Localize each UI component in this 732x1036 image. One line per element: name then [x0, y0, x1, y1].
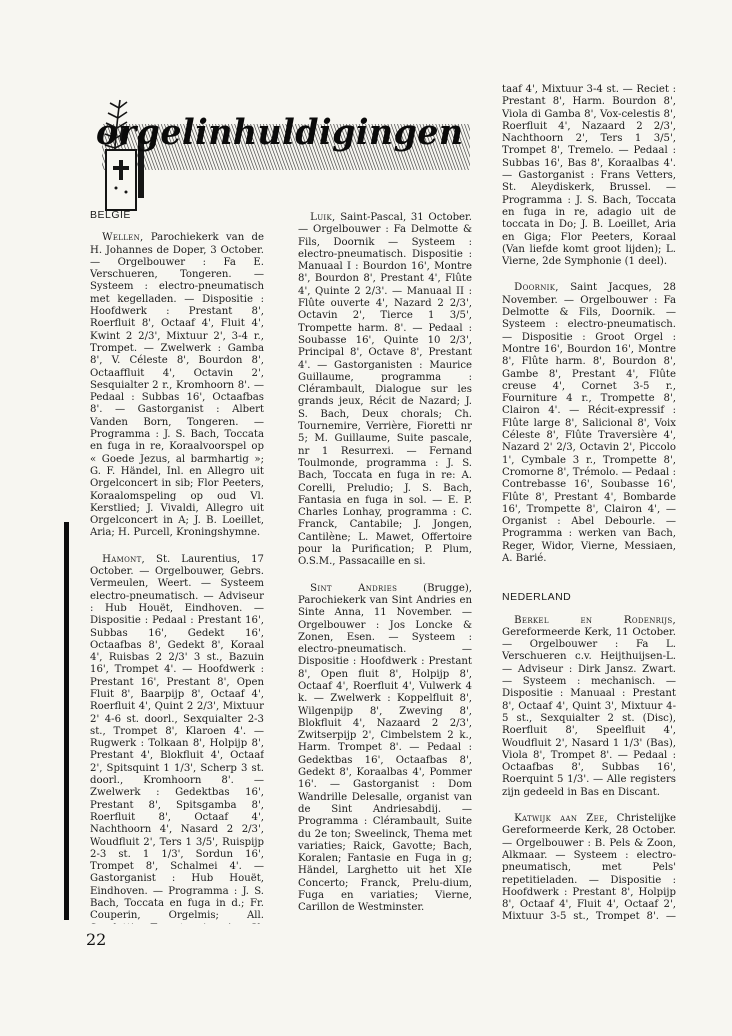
- article-wellen: [90, 232, 264, 539]
- margin-bar: [64, 522, 69, 920]
- page-number: 22: [86, 930, 107, 949]
- article-text: Saint Jacques, 28 November. — Orgelbouwer : Fa Delmotte & Fils, Doornik. — Systeem : electro-pneumatisch. — Dispositie : Groot Orgel : Montre 16', Bourdon 16', Montre 8', Flûte harm. 8', Bourdon 8', Gambe 8', Prestant 4', Flûte creuse 4', Cornet 3-5 r., Fourniture 4 r., Trompette 8', Clairon 4'. — Récit-expressif : Flûte large 8', Salicional 8', Voix Céleste 8', Flûte Traversière 4', Nazard 2' 2/3, Octavin 2', Piccolo 1', Cymbale 3 r., Trompette 8', Cromorne 8', Trémolo. — Pedaal : Contrebasse 16', Soubasse 16', Flûte 8', Prestant 4', Bombarde 16', Trompette 8', Clairon 4', — Organist : Abel Debourle. — Programma : werken van Bach, Reger, Widor, Vierne, Messiaen, A. Barié.: [502, 282, 676, 564]
- article-text: Christelijke Gereformeerde Kerk, 28 October. — Orgelbouwer : B. Pels & Zoon, Alkmaar. — Systeem : electro-pneumatisch, met Pels' repetitieladen. — Dispositie : Hoofdwerk : Prestant 8', Holpijp 8', Octaaf 4', Fluit 4', Octaaf 2', Mixtuur 3-5 st., Trompet 8'. —: [502, 813, 676, 923]
- article-katwijk: [502, 813, 676, 924]
- article-luik: [298, 212, 472, 569]
- article-meerhout-continued: taaf 4', Mixtuur 3-4 st. — Reciet : Prestant 8', Harm. Bourdon 8', Viola di Gamba 8', Vox-celestis 8', Roerfluit 4', Nazaard 2 2/3', Nachthoorn 2', Ters 1 3/5', Trompet 8', Tremelo. — Pedaal : Subbas 16', Bas 8', Koraalbas 4'. — Gastorganist : Frans Vetters, St. Aleydiskerk, Brussel. — Programma : J. S. Bach, Toccata en fuga in re, adagio uit de toccata in Do; J. B. Loeillet, Aria en Giga; Flor Peeters, Koraal (Van liefde komt groot lijden); L. Vierne, 2de Symphonie (1 deel).: [502, 84, 676, 268]
- section-heading-nederland: NEDERLAND: [502, 591, 572, 604]
- article-doornik: [502, 282, 676, 565]
- place-name: Berkel en Rodenrijs,: [514, 614, 676, 626]
- place-name: Doornik,: [514, 282, 559, 294]
- column-3: [502, 84, 676, 924]
- article-text: (Brugge), Parochiekerk van Sint Andries en Sinte Anna, 11 November. — Orgelbouwer : Jos Loncke & Zonen, Esen. — Systeem : electro-pneumatisch. — Dispositie : Hoofdwerk : Prestant 8', Open fluit 8', Holpijp 8', Octaaf 4', Roerfluit 4', Vulwerk 4 k. — Zwelwerk : Koppelfluit 8', Wilgenpijp 8', Zweving 8', Blokfluit 4', Nazaard 2 2/3', Zwitserpijp 2', Cimbelstem 2 k., Harm. Trompet 8'. — Pedaal : Gedektbas 16', Octaafbas 8', Gedekt 8', Koraalbas 4', Pommer 16'. — Gastorganist : Dom Wandrille Delesalle, organist van de Sint Andriesabdij. — Programma : Clérambault, Suite du 2e ton; Sweelinck, Thema met variaties; Raick, Gavotte; Bach, Koralen; Fantasie en Fuga in g; Händel, Larghetto uit het XIe Concerto; Franck, Prelu-dium, Fuga en variaties; Vierne, Carillon de Westminster.: [298, 582, 472, 914]
- article-berkel: [502, 615, 676, 799]
- article-text: Saint-Pascal, 31 October. — Orgelbouwer : Fa Delmotte & Fils, Doornik — Systeem : electro-pneumatisch. Dispositie : Manuaal I : Bourdon 16', Montre 8', Bourdon 8', Prestant 4', Flûte 4', Quinte 2 2/3'. — Manuaal II : Flûte ouverte 4', Nazard 2 2/3', Octavin 2', Tierce 1 3/5', Trompette harm. 8'. — Pedaal : Soubasse 16', Quinte 10 2/3', Principal 8', Octave 8', Prestant 4'. — Gastorganisten : Maurice Guillaume, programma : Clérambault, Dialogue sur les grands jeux, Récit de Nazard; J. S. Bach, Deux chorals; Ch. Tournemire, Verrière, Fioretti nr 5; M. Guillaume, Suite pascale, nr 1 Resurrexi. — Fernand Toulmonde, programma : J. S. Bach, Toccata en fuga in re: A. Corelli, Preludio; J. S. Bach, Fantasia en fuga in sol. — E. P. Charles Lonhay, programma : C. Franck, Cantabile; J. Jongen, Cantilène; L. Mawet, Offertoire pour la Purification; P. Plum, O.S.M., Passacaille en si.: [298, 212, 472, 568]
- article-text: St. Laurentius, 17 October. — Orgelbouwer, Gebrs. Vermeulen, Weert. — Systeem electro-pneumatisch. — Adviseur : Hub Houët, Eindhoven. — Dispositie : Pedaal : Prestant 16', Subbas 16', Gedekt 16', Octaafbas 8', Gedekt 8', Koraal 4', Ruisbas 2 2/3' 3 st., Bazuin 16', Trompet 4'. — Hoofdwerk : Prestant 16', Prestant 8', Open Fluit 8', Baarpijp 8', Octaaf 4', Roerfluit 4', Quint 2 2/3', Mixtuur 2' 4-6 st. doorl., Sexquialter 2-3 st., Trompet 8', Klaroen 4'. — Rugwerk : Tolkaan 8', Holpijp 8', Prestant 4', Blokfluit 4', Octaaf 2', Spitsquint 1 1/3', Scherp 3 st. doorl., Kromhoorn 8'. — Zwelwerk : Gedektbas 16', Prestant 8', Spitsgamba 8', Roerfluit 8', Octaaf 4', Nachthoorn 4', Nasard 2 2/3', Woudfluit 2', Ters 1 3/5', Ruispijp 2-3 st. 1 1/3', Sordun 16', Trompet 8', Schalmei 4'. — Gastorganist : Hub Houët, Eindhoven. — Programma : J. S. Bach, Toccata en fuga in d.; Fr. Couperin, Orgelmis; All.: [90, 553, 264, 922]
- article-text: Parochiekerk van de H. Johannes de Doper, 3 October. — Orgelbouwer : Fa E. Verschueren, Tongeren. — Systeem : electro-pneumatisch met kegelladen. — Dispositie : Hoofdwerk : Prestant 8', Roerfluit 8', Octaaf 4', Fluit 4', Kwint 2 2/3', Mixtuur 2', 3-4 r., Trompet. — Zwelwerk : Gamba 8', V. Céleste 8', Bourdon 8', Octaaffluit 4', Octavin 2', Sesquialter 2 r., Kromhoorn 8'. — Pedaal : Subbas 16', Octaafbas 8'. — Gastorganist : Albert Vanden Born, Tongeren. — Programma : J. S. Bach, Toccata en fuga in re, Koraalvoorspel op « Goede Jezus, al barmhartig »; G. F. Händel, Inl. en Allegro uit Orgelconcert in sib; Flor Peeters, Koraalomspeling op oud Vl. Kerstlied; J. Vivaldi, Allegro uit Orgelconcert in A; J. B. Loeillet, Aria; H. Purcell, Kroningshymne.: [90, 232, 264, 539]
- place-name: Wellen,: [102, 232, 144, 244]
- article-sint-andries: [298, 583, 472, 915]
- column-2: [298, 212, 472, 924]
- article-hamont: [90, 554, 264, 924]
- place-name: Hamont,: [102, 553, 146, 565]
- place-name: Sint Andries: [310, 582, 398, 594]
- column-1: [90, 209, 264, 924]
- article-text: Gereformeerde Kerk, 11 October. — Orgelbouwer : Fa L. Verschueren c.v. Heijthuijsen-L. — Adviseur : Dirk Jansz. Zwart. — Systeem : mechanisch. — Dispositie : Manuaal : Prestant 8', Octaaf 4', Quint 3', Mixtuur 4-5 st., Sexquialter 2 st. (Disc), Roerfluit 8', Speelfluit 4', Woudfluit 2', Nasard 1 1/3' (Bas), Viola 8', Trompet 8'. — Pedaal : Octaafbas 8', Subbas 16', Roerquint 5 1/3'. — Alle registers zijn gedeeld in Bas en Discant.: [502, 626, 676, 798]
- place-name: Luik,: [310, 212, 336, 223]
- section-heading-belgie: BELGIE: [90, 209, 131, 221]
- page-title: orgelinhuldigingen: [96, 112, 464, 153]
- place-name: Katwijk aan Zee,: [514, 813, 608, 825]
